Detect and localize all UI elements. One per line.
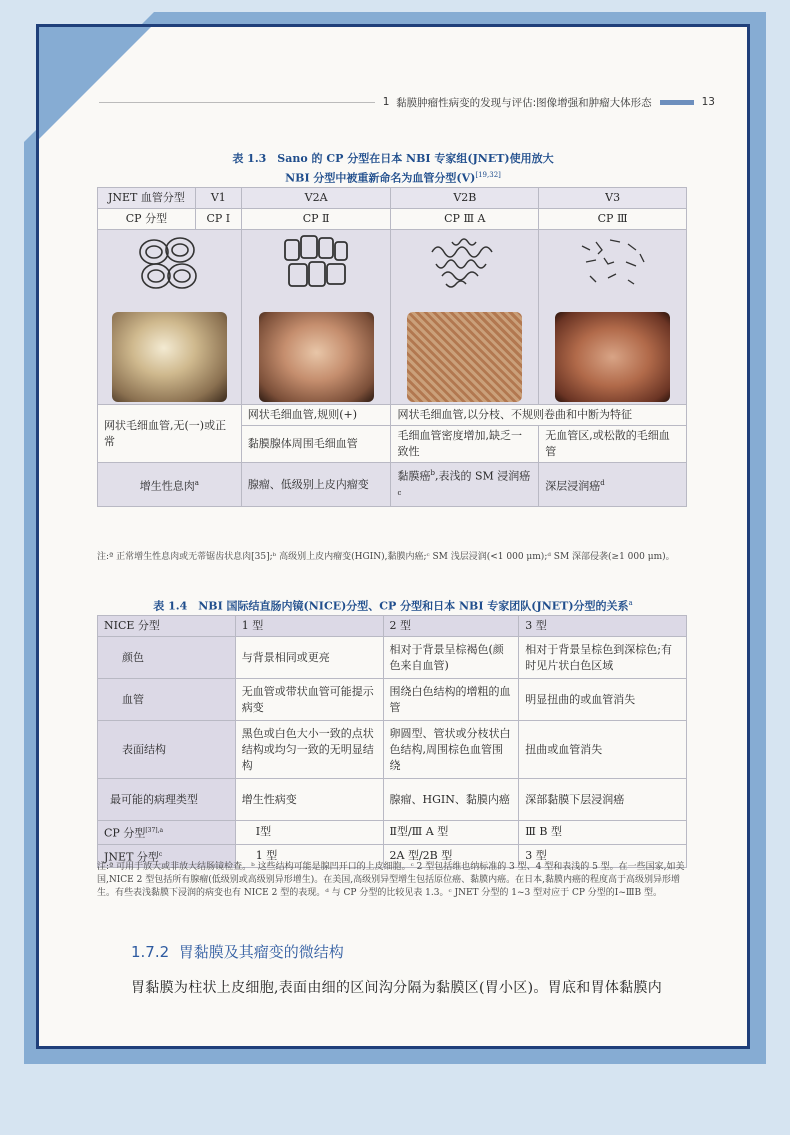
cell-desc-v2a-bottom: 黏膜腺体周围毛细血管 xyxy=(241,426,391,463)
v1-endoscopic-image xyxy=(112,312,227,402)
path-v1-text: 增生性息肉 xyxy=(139,479,195,493)
table14-caption-sup: a xyxy=(628,599,633,607)
table14-header-row xyxy=(98,616,687,637)
row-label-sup: [37],a xyxy=(145,827,164,834)
book-page xyxy=(36,24,750,1049)
cell: CP Ⅱ xyxy=(241,209,391,230)
cell: 相对于背景呈棕褐色(颜色来自血管) xyxy=(383,637,519,679)
cell: 无血管或带状血管可能提示病变 xyxy=(235,679,383,721)
row-label: 颜色 xyxy=(98,637,236,679)
cell: Ⅱ型/Ⅲ A 型 xyxy=(383,821,519,845)
table-row xyxy=(98,821,687,845)
table13-row-cp xyxy=(98,209,687,230)
table13-caption-ref: [19,32] xyxy=(475,171,501,179)
cell: 1 型 xyxy=(235,844,383,868)
cell-desc-left: 网状毛细血管,无(一)或正常 xyxy=(98,405,242,463)
running-header xyxy=(99,93,715,111)
cell: V2B xyxy=(391,188,539,209)
header-cell: NICE 分型 xyxy=(98,616,236,637)
header-rule xyxy=(99,102,375,103)
cell: CP Ⅲ xyxy=(539,209,687,230)
cell: 深部黏膜下层浸润癌 xyxy=(519,779,687,821)
row-label: 表面结构 xyxy=(98,721,236,779)
table14-note: 注:ª 可用于放大或非放大结肠镜检查。ᵇ 这些结构可能是腺凹开口的上皮细胞。ᶜ 2 型包括维也纳标准的 3 型、4 型和表浅的 5 型。在一些国家,如美国,NICE 2 型包括所有腺瘤(低级别或高级别异形增生)。在美国,高级别异型增生包括原位癌、黏膜内癌。在日本,黏膜内癌的程度高于高级别异形增生。有些表浅黏膜下浸润的病变也有 NICE 2 型的表现。ᵈ 与 CP 分型的比较见表 1.3。ᶜ JNET 分型的 1~3 型对应于 CP 分型的Ⅰ~ⅢB 型。 xyxy=(97,862,685,898)
table14-caption-text: 表 1.4 NBI 国际结直肠内镜(NICE)分型、CP 分型和日本 NBI 专家团队(JNET)分型的关系 xyxy=(153,599,629,613)
cell-desc-v3-bottom: 无血管区,或松散的毛细血管 xyxy=(539,426,687,463)
row-label: 血管 xyxy=(98,679,236,721)
section-number: 1.7.2 xyxy=(131,943,170,961)
table13-note: 注:ª 正常增生性息肉或无蒂锯齿状息肉[35];ᵇ 高级别上皮内瘤变(HGIN),黏膜内癌;ᶜ SM 浅层浸润(<1 000 μm);ᵈ SM 深部侵袭(≥1 000 μm)。 xyxy=(97,552,675,562)
cell-v1-image xyxy=(98,230,242,405)
cell-desc-v2b-v3-top: 网状毛细血管,以分枝、不规则卷曲和中断为特征 xyxy=(391,405,687,426)
table13-row-pathology xyxy=(98,463,687,507)
cell-v2b-image xyxy=(391,230,539,405)
page-corner-fold xyxy=(36,24,154,142)
v2b-endoscopic-image xyxy=(407,312,522,402)
cell: V3 xyxy=(539,188,687,209)
table13-caption-line1: 表 1.3 Sano 的 CP 分型在日本 NBI 专家组(JNET)使用放大 xyxy=(232,152,554,165)
table13 xyxy=(97,187,687,507)
chapter-title: 黏膜肿瘤性病变的发现与评估:图像增强和肿瘤大体形态 xyxy=(396,96,652,109)
cp2-schematic-drawing xyxy=(273,232,359,294)
cp1-schematic-drawing xyxy=(126,232,212,294)
cell: 3 型 xyxy=(519,844,687,868)
cell: 腺瘤、HGIN、黏膜内癌 xyxy=(383,779,519,821)
cell: V1 xyxy=(195,188,241,209)
cell: Ⅲ B 型 xyxy=(519,821,687,845)
table-row xyxy=(98,779,687,821)
cp3a-schematic-drawing xyxy=(422,232,508,294)
cell: Ⅰ型 xyxy=(235,821,383,845)
table13-caption xyxy=(39,151,747,187)
table-row xyxy=(98,637,687,679)
cell-path-v2a: 腺瘤、低级别上皮内瘤变 xyxy=(241,463,391,507)
table13-caption-line2-text: NBI 分型中被重新命名为血管分型(V) xyxy=(285,171,476,185)
section-heading xyxy=(131,941,344,962)
page-number: 13 xyxy=(701,96,715,108)
cell: 与背景相同或更亮 xyxy=(235,637,383,679)
cell: V2A xyxy=(241,188,391,209)
cell-desc-v2b-bottom: 毛细血管密度增加,缺乏一致性 xyxy=(391,426,539,463)
table14 xyxy=(97,615,687,868)
section-title: 胃黏膜及其瘤变的微结构 xyxy=(178,943,344,961)
path-v2b-rest: ,表浅的 SM 浸润癌 xyxy=(434,469,531,483)
path-v3-sup: d xyxy=(600,478,605,487)
cell-desc-v2a-top: 网状毛细血管,规则(+) xyxy=(241,405,391,426)
path-v3-text: 深层浸润癌 xyxy=(545,479,601,493)
table14-caption xyxy=(39,595,747,615)
cell: CP 分型 xyxy=(98,209,196,230)
header-cell: 1 型 xyxy=(235,616,383,637)
cp3-schematic-drawing xyxy=(570,232,656,294)
cell-path-v2b xyxy=(391,463,539,507)
path-v2b-sup2: c xyxy=(397,488,402,497)
chapter-number: 1 xyxy=(382,96,390,108)
path-v2b-sup: b xyxy=(430,469,435,477)
cell: 增生性病变 xyxy=(235,779,383,821)
cell-v3-image xyxy=(539,230,687,405)
path-v2b-text: 黏膜癌 xyxy=(397,469,431,483)
row-label xyxy=(98,821,236,845)
v3-endoscopic-image xyxy=(555,312,670,402)
header-cell: 3 型 xyxy=(519,616,687,637)
cell: 扭曲或血管消失 xyxy=(519,721,687,779)
cell-v2a-image xyxy=(241,230,391,405)
cell: 明显扭曲的或血管消失 xyxy=(519,679,687,721)
cell: CP Ⅲ A xyxy=(391,209,539,230)
header-cell: 2 型 xyxy=(383,616,519,637)
cell: 围绕白色结构的增粗的血管 xyxy=(383,679,519,721)
table13-row-jnet xyxy=(98,188,687,209)
cell: 卵圆型、管状或分枝状白色结构,周围棕色血管围绕 xyxy=(383,721,519,779)
row-label: 最可能的病理类型 xyxy=(98,779,236,821)
cell-path-v1 xyxy=(98,463,242,507)
table13-caption-line2 xyxy=(39,167,747,187)
path-v1-sup: a xyxy=(194,478,199,487)
table13-row-images xyxy=(98,230,687,405)
body-paragraph: 胃黏膜为柱状上皮细胞,表面由细的区间沟分隔为黏膜区(胃小区)。胃底和胃体黏膜内 xyxy=(131,980,663,996)
cell-path-v3 xyxy=(539,463,687,507)
cell: 黑色或白色大小一致的点状结构或均匀一致的无明显结构 xyxy=(235,721,383,779)
cell: CP Ⅰ xyxy=(195,209,241,230)
cell: 2A 型/2B 型 xyxy=(383,844,519,868)
cell: 相对于背景呈棕色到深棕色;有时见片状白色区域 xyxy=(519,637,687,679)
row-label-sup: c xyxy=(158,850,163,858)
header-bar xyxy=(660,100,694,105)
row-label-text: CP 分型 xyxy=(104,826,146,840)
table-row xyxy=(98,721,687,779)
table-row xyxy=(98,679,687,721)
v2a-endoscopic-image xyxy=(259,312,374,402)
table13-row-desc-top xyxy=(98,405,687,426)
cell: JNET 血管分型 xyxy=(98,188,196,209)
row-label-text: JNET 分型 xyxy=(104,850,159,864)
